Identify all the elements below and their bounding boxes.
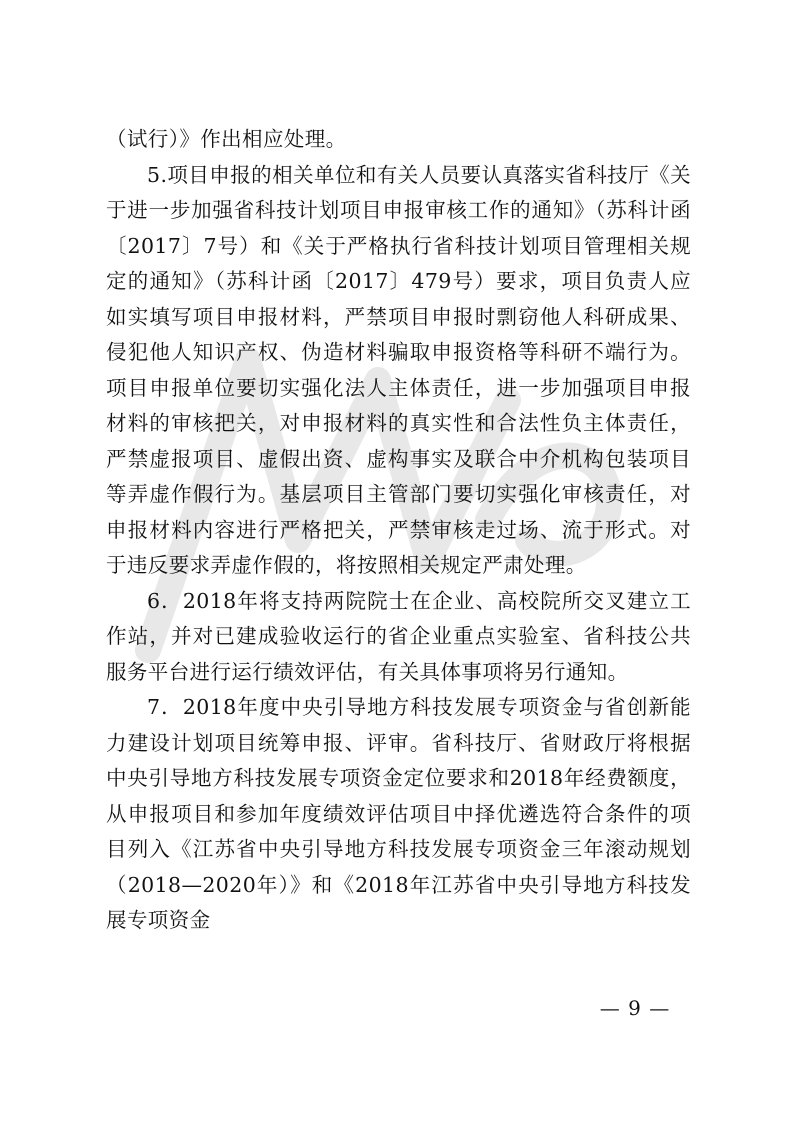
paragraph-item-6: 6．2018年将支持两院院士在企业、高校院所交叉建立工作站，并对已建成验收运行的省企业重点实验室、省科技公共服务平台进行运行绩效评估，有关具体事项将另行通知。 (106, 588, 691, 684)
page-number: — 9 — (599, 996, 671, 1020)
paragraph-item-7: 7．2018年度中央引导地方科技发展专项资金与省创新能力建设计划项目统筹申报、评审。省科技厅、省财政厅将根据中央引导地方科技发展专项资金定位要求和2018年经费额度，从申报项目和参加年度绩效评估项目中择优遴选符合条件的项目列入《江苏省中央引导地方科技发展专项资金三年滚动规划（2018—2020年）》和《2018年江苏省中央引导地方科技发展专项资金 (106, 695, 691, 932)
paragraph-item-5: 5.项目申报的相关单位和有关人员要认真落实省科技厅《关于进一步加强省科技计划项目申报审核工作的通知》（苏科计函〔2017〕7号）和《关于严格执行省科技计划项目管理相关规定的通知》（苏科计函〔2017〕479号）要求，项目负责人应如实填写项目申报材料，严禁项目申报时剽窃他人科研成果、侵犯他人知识产权、伪造材料骗取申报资格等科研不端行为。项目申报单位要切实强化法人主体责任，进一步加强项目申报材料的审核把关，对申报材料的真实性和合法性负主体责任，严禁虚报项目、虚假出资、虚构事实及联合中介机构包装项目等弄虚作假行为。基层项目主管部门要切实强化审核责任，对申报材料内容进行严格把关，严禁审核走过场、流于形式。对于违反要求弄虚作假的，将按照相关规定严肃处理。 (106, 162, 691, 577)
body-text (106, 122, 691, 939)
paragraph-continuation: （试行）》作出相应处理。 (106, 127, 347, 151)
